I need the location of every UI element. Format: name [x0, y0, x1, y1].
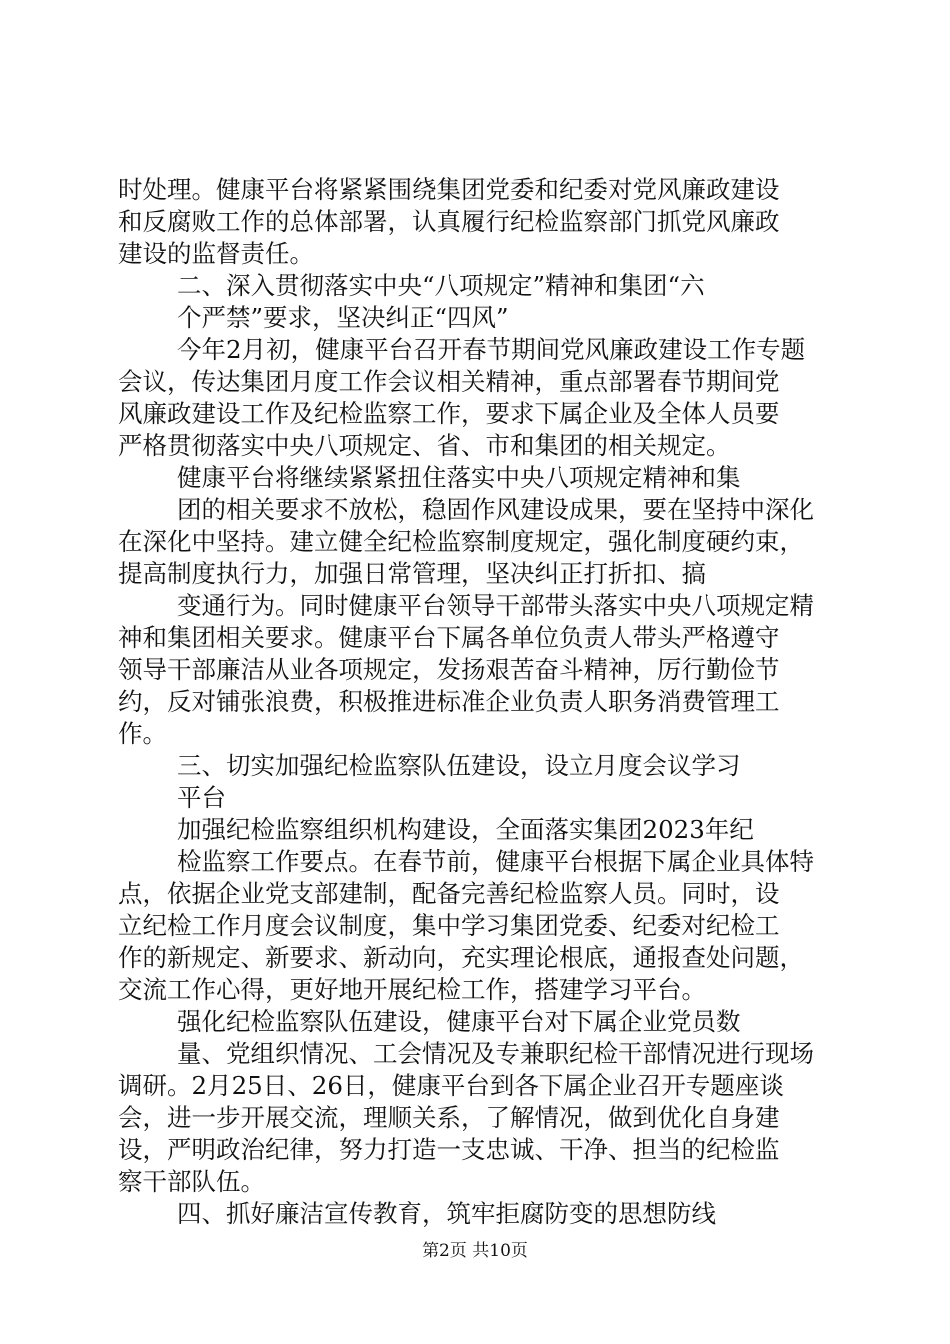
text-line: 风廉政建设工作及纪检监察工作，要求下属企业及全体人员要 [118, 399, 780, 428]
text-line: 检监察工作要点。在春节前，健康平台根据下属企业具体特 [177, 847, 814, 876]
text-line: 立纪检工作月度会议制度，集中学习集团党委、纪委对纪检工 [118, 911, 780, 940]
section-heading-3-cont: 平台 [177, 783, 226, 812]
page-number-footer: 第2页 共10页 [422, 1241, 528, 1261]
section-heading-2: 二、深入贯彻落实中央“八项规定”精神和集团“六 [177, 271, 705, 300]
text-line: 察干部队伍。 [118, 1167, 265, 1196]
text-line: 和反腐败工作的总体部署，认真履行纪检监察部门抓党风廉政 [118, 207, 780, 236]
text-line: 会，进一步开展交流，理顺关系，了解情况，做到优化自身建 [118, 1103, 780, 1132]
text-line: 领导干部廉洁从业各项规定，发扬艰苦奋斗精神，厉行勤俭节 [118, 655, 780, 684]
text-line: 作。 [118, 719, 167, 748]
section-heading-2-cont: 个严禁”要求，坚决纠正“四风” [177, 303, 509, 332]
text-line: 神和集团相关要求。健康平台下属各单位负责人带头严格遵守 [118, 623, 780, 652]
text-line: 会议，传达集团月度工作会议相关精神，重点部署春节期间党 [118, 367, 780, 396]
text-line: 设，严明政治纪律，努力打造一支忠诚、干净、担当的纪检监 [118, 1135, 780, 1164]
text-line: 健康平台将继续紧紧扭住落实中央八项规定精神和集 [177, 463, 741, 492]
text-line: 时处理。健康平台将紧紧围绕集团党委和纪委对党风廉政建设 [118, 175, 780, 204]
text-line: 调研。2月25日、26日，健康平台到各下属企业召开专题座谈 [118, 1071, 784, 1100]
text-line: 量、党组织情况、工会情况及专兼职纪检干部情况进行现场 [177, 1039, 814, 1068]
text-line: 作的新规定、新要求、新动向，充实理论根底，通报查处问题， [118, 943, 804, 972]
text-line: 团的相关要求不放松，稳固作风建设成果，要在坚持中深化 [177, 495, 814, 524]
text-line: 点，依据企业党支部建制，配备完善纪检监察人员。同时，设 [118, 879, 780, 908]
text-line: 约，反对铺张浪费，积极推进标准企业负责人职务消费管理工 [118, 687, 780, 716]
text-line: 在深化中坚持。建立健全纪检监察制度规定，强化制度硬约束， [118, 527, 804, 556]
section-heading-3: 三、切实加强纪检监察队伍建设，设立月度会议学习 [177, 751, 741, 780]
text-line: 变通行为。同时健康平台领导干部带头落实中央八项规定精 [177, 591, 814, 620]
text-line: 今年2月初，健康平台召开春节期间党风廉政建设工作专题 [177, 335, 806, 364]
section-heading-4: 四、抓好廉洁宣传教育，筑牢拒腐防变的思想防线 [177, 1199, 716, 1228]
text-line: 交流工作心得，更好地开展纪检工作，搭建学习平台。 [118, 975, 706, 1004]
text-line: 强化纪检监察队伍建设，健康平台对下属企业党员数 [177, 1007, 741, 1036]
text-line: 提高制度执行力，加强日常管理，坚决纠正打折扣、搞 [118, 559, 706, 588]
text-line: 建设的监督责任。 [118, 239, 314, 268]
text-line: 加强纪检监察组织机构建设，全面落实集团2023年纪 [177, 815, 754, 844]
text-line: 严格贯彻落实中央八项规定、省、市和集团的相关规定。 [118, 431, 731, 460]
